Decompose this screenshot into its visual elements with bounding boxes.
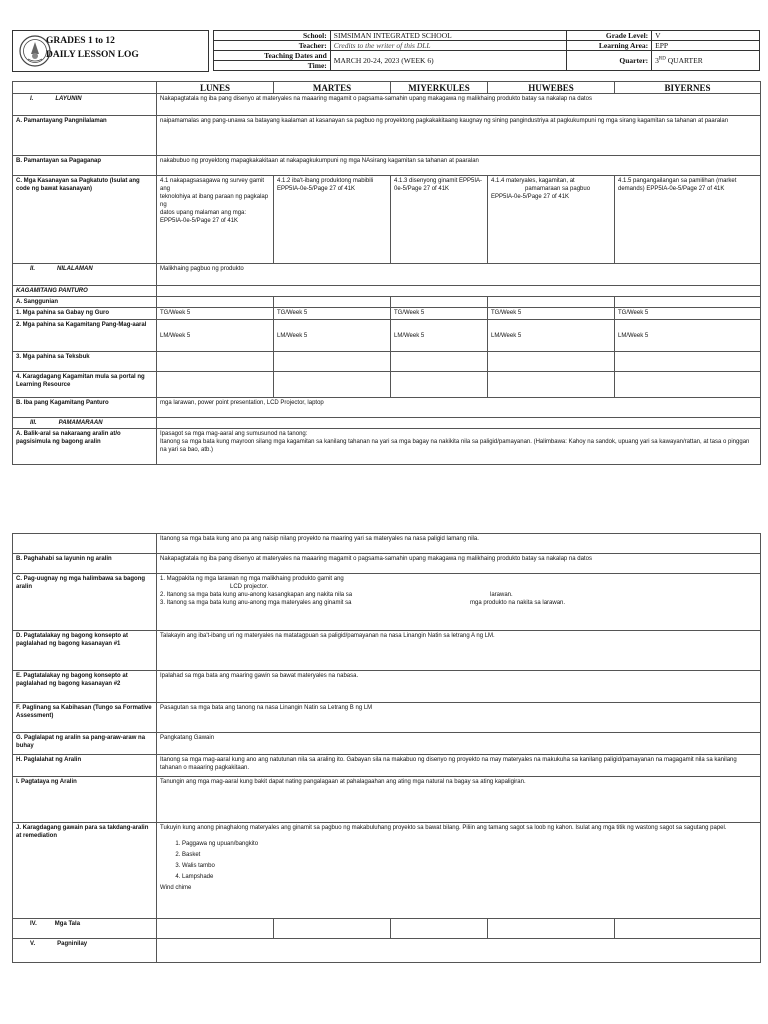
- lm-biyernes: LM/Week 5: [615, 320, 761, 352]
- nilalaman-number: II.: [30, 266, 36, 272]
- pag-uugnay-line: 1. Magpakita ng mga larawan ng mga malikhaing produkto gamit ang: [160, 576, 344, 582]
- row-pamantayang-pangnilalaman: [13, 116, 761, 156]
- area-label: Learning Area:: [567, 41, 652, 51]
- area-value: EPP: [652, 41, 760, 51]
- kagamitan-label: KAGAMITANG PANTURO: [13, 286, 157, 297]
- paghahabi-label: B. Paghahabi sa layunin ng aralin: [13, 554, 157, 574]
- day-header-row: [13, 82, 761, 94]
- tala-cell: [274, 919, 391, 939]
- pag-uugnay-line: [160, 591, 757, 599]
- pamantayan-pagaganap-text: nakabubuo ng proyektong mapagkakakitaan at nakapagkukumpuni ng mga NAsirang kagamitan sa tahanan at paaralan: [157, 156, 761, 176]
- tg-biyernes: TG/Week 5: [615, 308, 761, 320]
- list-item: 1. Paggawa ng upuan/bangkito: [182, 840, 757, 848]
- dates-label-1: Teaching Dates and: [214, 51, 331, 61]
- tg-lunes: TG/Week 5: [157, 308, 274, 320]
- day-huwebes: HUWEBES: [488, 82, 615, 94]
- kasanayan-lunes-line: teknolohiya at ibang paraan ng pagkalap ng: [160, 194, 269, 208]
- row-balik-aral: [13, 429, 761, 465]
- meta-table: [213, 30, 760, 71]
- kasanayan-miyerkules: 4.1.3 disenyong ginamit EPP5IA-0e-5/Page 27 of 41K: [391, 176, 488, 264]
- sanggunian-cell: [157, 297, 274, 308]
- teksbuk-cell: [488, 352, 615, 372]
- talakay-1-label: D. Pagtatalakay ng bagong konsepto at paglalahad ng bagong kasanayan #1: [13, 631, 157, 671]
- kasanayan-lunes: [157, 176, 274, 264]
- layunin-number: I.: [30, 96, 34, 102]
- kasanayan-label: C. Mga Kasanayan sa Pagkatuto (Isulat ang code ng bawat kasanayan): [13, 176, 157, 264]
- list-item: 2. Basket: [182, 851, 757, 859]
- row-talakay-1: [13, 631, 761, 671]
- row-mga-tala: [13, 919, 761, 939]
- logo-box: [12, 30, 209, 72]
- kasanayan-lunes-line: 4.1 nakapagsasagawa ng survey gamit ang: [160, 178, 265, 192]
- lesson-table-1: [12, 81, 761, 465]
- paglalahat-label: H. Paglalahat ng Aralin: [13, 755, 157, 777]
- pagninilay-heading: Pagninilay: [57, 941, 88, 947]
- row-iba-pang-kagamitan: [13, 398, 761, 418]
- teksbuk-cell: [615, 352, 761, 372]
- teksbuk-cell: [274, 352, 391, 372]
- tala-cell: [391, 919, 488, 939]
- quarter-label: Quarter:: [567, 51, 652, 71]
- sanggunian-cell: [391, 297, 488, 308]
- pamamaraan-number: III.: [30, 420, 37, 426]
- tala-cell: [488, 919, 615, 939]
- sanggunian-label: A. Sanggunian: [13, 297, 157, 308]
- row-nilalaman: [13, 264, 761, 286]
- pagtataya-text: Tanungin ang mga mag-aaral kung bakit dapat nating pangalagaan at pahalagaahan ang ating mga natural na bagay sa ating kapaligiran.: [157, 777, 761, 823]
- mga-tala-label: [13, 919, 157, 939]
- pamamaraan-empty: [157, 418, 761, 429]
- paghahabi-text: Nakapagtatala ng iba pang disenyo at materyales na maaaring magamit o pagsama-samahin upang makagawa ng malikhaing produkto batay sa nakalap na datos: [157, 554, 761, 574]
- layunin-heading: LAYUNIN: [55, 96, 82, 102]
- karagdagang-cell: [391, 372, 488, 398]
- teacher-label: Teacher:: [214, 41, 331, 51]
- dates-label-2: Time:: [214, 61, 331, 71]
- talakay-2-label: E. Pagtatalakay ng bagong konsepto at paglalahad ng bagong kasanayan #2: [13, 671, 157, 703]
- pag-uugnay-line-a: 3. Itanong sa mga bata kung anu-anong mga materyales ang ginamit sa: [160, 600, 352, 606]
- quarter-ordinal: RD: [658, 56, 666, 62]
- pagtataya-label: I. Pagtataya ng Aralin: [13, 777, 157, 823]
- tg-huwebes: TG/Week 5: [488, 308, 615, 320]
- nilalaman-heading: NILALAMAN: [57, 266, 93, 272]
- kasanayan-huwebes-line: EPP5IA-0e-5/Page 27 of 41K: [491, 194, 570, 200]
- kasanayan-lunes-line: datos upang malaman ang mga:: [160, 210, 247, 216]
- paglinang-text: Pasagutan sa mga bata ang tanong na nasa Linangin Natin sa Letrang B ng LM: [157, 703, 761, 733]
- row-pagtataya: [13, 777, 761, 823]
- layunin-text: Nakapagtatala ng iba pang disenyo at materyales na maaaring magamit o pagsama-samahin upang makagawa ng malikhaing produkto batay sa nakalap na datos: [157, 94, 761, 116]
- paglinang-label: F. Paglinang sa Kabihasan (Tungo sa Formative Assessment): [13, 703, 157, 733]
- quarter-word: QUARTER: [665, 56, 703, 65]
- row-gabay-guro: [13, 308, 761, 320]
- lm-martes: LM/Week 5: [274, 320, 391, 352]
- talakay-2-text: Ipalahad sa mga bata ang maaring gawin sa bawat materyales na nabasa.: [157, 671, 761, 703]
- tg-miyerkules: TG/Week 5: [391, 308, 488, 320]
- pamantayang-pangnilalaman-text: naipamamalas ang pang-unawa sa batayang kaalaman at kasanayan sa pagbuo ng proyektong pagkakakitaang kaugnay ng sining pangindustriya at pagkukumpuni ng mga sirang kagamitan sa tahanan at paaralan: [157, 116, 761, 156]
- lm-lunes: LM/Week 5: [157, 320, 274, 352]
- balik-aral-label: A. Balik-aral sa nakaraang aralin at/o pagsisimula ng bagong aralin: [13, 429, 157, 465]
- talakay-1-text: Talakayin ang iba't-ibang uri ng materyales na matatagpuan sa paligid/pamayanan na nasa Linangin Natin sa letrang A ng LM.: [157, 631, 761, 671]
- pagninilay-empty: [157, 939, 761, 963]
- corner-cell: [13, 82, 157, 94]
- row-pagninilay: [13, 939, 761, 963]
- pag-uugnay-line-b: mga produkto na nakita sa larawan.: [470, 600, 566, 606]
- teksbuk-cell: [391, 352, 488, 372]
- kasanayan-huwebes-line: pamamaraan sa pagbuo: [525, 186, 591, 192]
- kagamitang-mag-aaral-label: 2. Mga pahina sa Kagamitang Pang-Mag-aaral: [13, 320, 157, 352]
- row-teksbuk: [13, 352, 761, 372]
- takdang-aralin-list: [182, 840, 757, 881]
- kasanayan-biyernes: 4.1.5 pangangailangan sa pamilihan (market demands) EPP5IA-0e-5/Page 27 of 41K: [615, 176, 761, 264]
- row-sanggunian: [13, 297, 761, 308]
- logo-title-dll: DAILY LESSON LOG: [46, 50, 139, 60]
- tala-cell: [157, 919, 274, 939]
- iba-pang-kagamitan-label: B. Iba pang Kagamitang Panturo: [13, 398, 157, 418]
- row-pamantayan-pagaganap: [13, 156, 761, 176]
- sanggunian-cell: [615, 297, 761, 308]
- nilalaman-text: Malikhaing pagbuo ng produkto: [157, 264, 761, 286]
- school-label: School:: [214, 31, 331, 41]
- layunin-label: [13, 94, 157, 116]
- balik-aral-line: Itanong sa mga bata kung mayroon silang mga kagamitan sa kanilang tahanan na yari sa mga bagay na nakikita nila sa paligid/pamayanan. (Halimbawa: Kahoy na sandok, upuang yari sa kawayan/rattan, at tasa o pinggan na yari sa bao, atb.): [160, 439, 750, 453]
- takdang-aralin-text: [157, 823, 761, 919]
- karagdagang-kagamitan-label: 4. Karagdagang Kagamitan mula sa portal ng Learning Resource: [13, 372, 157, 398]
- pamantayan-pagaganap-label: B. Pamantayan sa Pagaganap: [13, 156, 157, 176]
- takdang-aralin-label: J. Karagdagang gawain para sa takdang-aralin at remediation: [13, 823, 157, 919]
- dates-value: MARCH 20-24, 2023 (WEEK 6): [330, 51, 567, 71]
- teksbuk-label: 3. Mga pahina sa Teksbuk: [13, 352, 157, 372]
- row-paglalapat: [13, 733, 761, 755]
- grade-label: Grade Level:: [567, 31, 652, 41]
- paglalapat-text: Pangkatang Gawain: [157, 733, 761, 755]
- row-talakay-2: [13, 671, 761, 703]
- quarter-value: [652, 51, 760, 71]
- day-martes: MARTES: [274, 82, 391, 94]
- lm-miyerkules: LM/Week 5: [391, 320, 488, 352]
- balik-aral-line: Ipasagot sa mga mag-aaral ang sumusunod na tanong:: [160, 431, 308, 437]
- pagninilay-label: [13, 939, 157, 963]
- pag-uugnay-line: [160, 599, 757, 607]
- teksbuk-cell: [157, 352, 274, 372]
- paglalapat-label: G. Paglalapat ng aralin sa pang-araw-araw na buhay: [13, 733, 157, 755]
- list-item: 4. Lampshade: [182, 873, 757, 881]
- header: [12, 30, 760, 72]
- kagamitan-empty: [157, 286, 761, 297]
- lesson-table-2: [12, 533, 761, 963]
- sanggunian-cell: [274, 297, 391, 308]
- mga-tala-heading: Mga Tala: [54, 921, 81, 927]
- balik-aral-text: [157, 429, 761, 465]
- kasanayan-martes: 4.1.2 iba't-ibang produktong mabibili EPP5IA-0e-5/Page 27 of 41K: [274, 176, 391, 264]
- row-kagamitan: [13, 286, 761, 297]
- pamamaraan-heading: PAMAMARAAN: [58, 420, 103, 426]
- pag-uugnay-line: LCD projector.: [230, 584, 269, 590]
- row-karagdagang-kagamitan: [13, 372, 761, 398]
- kasanayan-huwebes-line: 4.1.4 materyales, kagamitan, at: [491, 178, 575, 184]
- pamamaraan-label: [13, 418, 157, 429]
- gabay-guro-label: 1. Mga pahina sa Gabay ng Guro: [13, 308, 157, 320]
- teacher-value: Credits to the writer of this DLL: [330, 41, 567, 51]
- day-biyernes: BIYERNES: [615, 82, 761, 94]
- karagdagang-cell: [615, 372, 761, 398]
- lm-huwebes: LM/Week 5: [488, 320, 615, 352]
- karagdagang-cell: [274, 372, 391, 398]
- school-value: SIMSIMAN INTEGRATED SCHOOL: [330, 31, 567, 41]
- day-miyerkules: MIYERKULES: [391, 82, 488, 94]
- logo-title-grades: GRADES 1 to 12: [46, 36, 115, 46]
- row-paglinang: [13, 703, 761, 733]
- grade-value: V: [652, 31, 760, 41]
- continuation-label: [13, 534, 157, 554]
- row-continuation: [13, 534, 761, 554]
- row-pag-uugnay: [13, 574, 761, 631]
- quarter-number: 3: [655, 56, 659, 65]
- karagdagang-cell: [488, 372, 615, 398]
- list-item: 3. Walis tambo: [182, 862, 757, 870]
- continuation-text: Itanong sa mga bata kung ano pa ang naisip nilang proyekto na maaring yari sa materyales na nasa paligid lamang nila.: [157, 534, 761, 554]
- pag-uugnay-label: C. Pag-uugnay ng mga halimbawa sa bagong aralin: [13, 574, 157, 631]
- row-kasanayan: [13, 176, 761, 264]
- pag-uugnay-text: [157, 574, 761, 631]
- pagninilay-number: V.: [30, 941, 36, 947]
- pag-uugnay-line-a: 2. Itanong sa mga bata kung anu-anong kasangkapan ang nakita nila sa: [160, 592, 353, 598]
- karagdagang-cell: [157, 372, 274, 398]
- takdang-aralin-extra: Wind chime: [160, 885, 192, 891]
- pamantayang-pangnilalaman-label: A. Pamantayang Pangnilalaman: [13, 116, 157, 156]
- row-paglalahat: [13, 755, 761, 777]
- kasanayan-lunes-line: EPP5IA-0e-5/Page 27 of 41K: [160, 218, 239, 224]
- row-layunin: [13, 94, 761, 116]
- pag-uugnay-line-b: larawan.: [490, 592, 513, 598]
- row-pamamaraan: [13, 418, 761, 429]
- row-takdang-aralin: [13, 823, 761, 919]
- day-lunes: LUNES: [157, 82, 274, 94]
- row-kagamitang-mag-aaral: [13, 320, 761, 352]
- mga-tala-number: IV.: [30, 921, 37, 927]
- iba-pang-kagamitan-text: mga larawan, power point presentation, LCD Projector, laptop: [157, 398, 761, 418]
- row-paghahabi: [13, 554, 761, 574]
- sanggunian-cell: [488, 297, 615, 308]
- takdang-aralin-instructions: Tukuyin kung anong pinaghalong materyales ang ginamit sa pagbuo ng makabuluhang proyekto sa bawat bilang. Piliin ang tamang sagot sa loob ng kahon. Isulat ang mga titik ng wastong sagot sa sagutang papel.: [160, 825, 727, 831]
- paglalahat-text: Itanong sa mga mag-aaral kung ano ang natutunan nila sa araling ito. Gabayan sila na makabuo ng disenyo ng proyekto na may materyales na makukuha sa kanilang paligid/pamayanan na magagamit nila sa kanilang tahanan o maaaring pagkakitaan.: [157, 755, 761, 777]
- tala-cell: [615, 919, 761, 939]
- kasanayan-huwebes: [488, 176, 615, 264]
- nilalaman-label: [13, 264, 157, 286]
- tg-martes: TG/Week 5: [274, 308, 391, 320]
